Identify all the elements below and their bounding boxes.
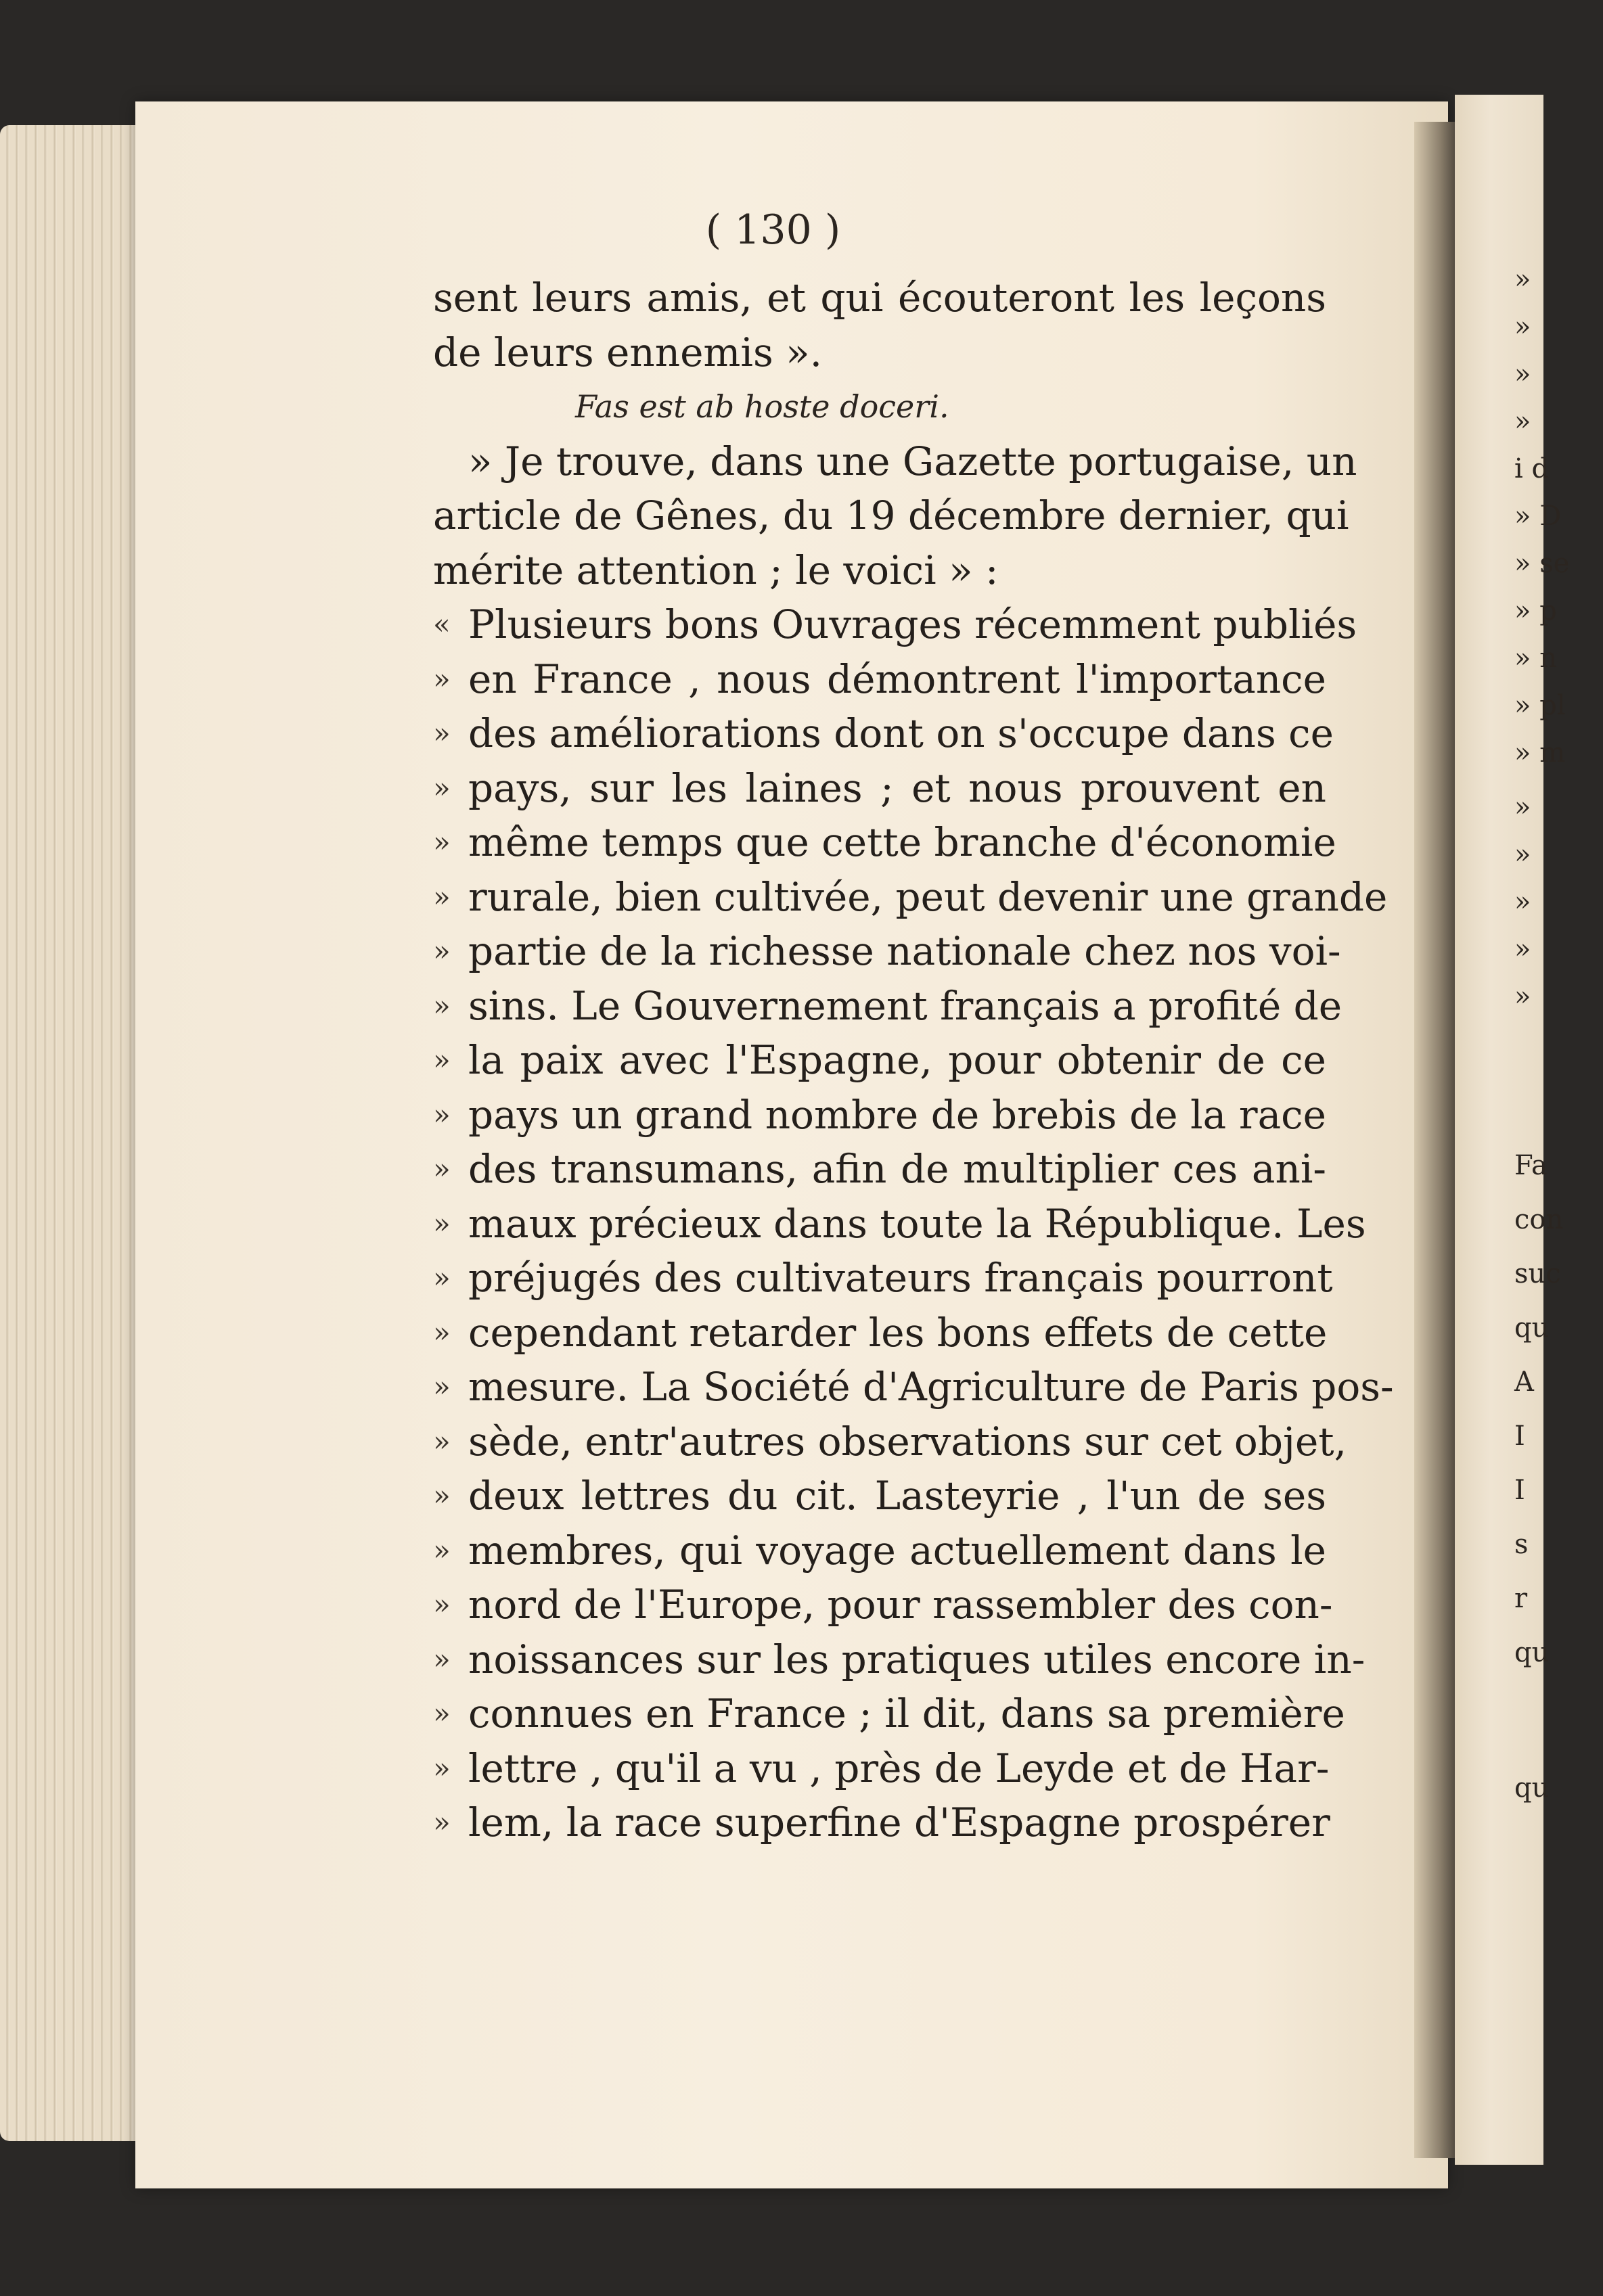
quote-mark: » [433, 1261, 451, 1294]
quoted-line [433, 1033, 1326, 1088]
quoted-line [433, 1741, 1330, 1796]
quote-mark: » [433, 1806, 451, 1839]
quoted-line [433, 597, 1357, 652]
next-page-fragment: con [1514, 1204, 1564, 1235]
quote-mark: » [433, 1206, 451, 1240]
next-page-fragment: I [1514, 1421, 1525, 1452]
next-page-fragment: qu [1514, 1637, 1550, 1668]
quoted-line [433, 1306, 1326, 1360]
quoted-line [433, 1523, 1326, 1578]
quoted-line [433, 1142, 1326, 1197]
quote-mark: » [433, 1697, 451, 1730]
text-line: article de Gênes, du 19 décembre dernier, qui [433, 492, 1349, 538]
quoted-line [433, 1686, 1345, 1741]
page-text [433, 271, 1394, 1850]
quoted-text: connues en France ; il dit, dans sa première [468, 1691, 1345, 1737]
next-page-fragment: i d [1514, 453, 1550, 484]
quote-mark: » [433, 716, 451, 750]
quote-mark: » [433, 1043, 451, 1076]
quoted-text: nord de l'Europe, pour rassembler des con- [468, 1582, 1333, 1628]
quoted-block [433, 597, 1394, 1850]
quote-mark: » [433, 1751, 451, 1785]
quoted-line [433, 652, 1326, 707]
quote-mark: » [433, 1642, 451, 1676]
quoted-text: la paix avec l'Espagne, pour obtenir de ce [468, 1037, 1326, 1083]
next-page-fragment: qu [1514, 1312, 1550, 1344]
next-page-fragment: » n [1514, 643, 1557, 674]
quoted-line [433, 1632, 1365, 1687]
next-page-fragment: » [1514, 791, 1531, 823]
quoted-text: maux précieux dans toute la République. Les [468, 1200, 1366, 1247]
next-page-fragment: r [1514, 1583, 1528, 1614]
quoted-line [433, 979, 1342, 1034]
quoted-line [433, 1795, 1330, 1850]
next-page-fragment: » se [1514, 548, 1570, 579]
quoted-line [433, 815, 1336, 870]
quoted-text: noissances sur les pratiques utiles encore in- [468, 1636, 1365, 1682]
next-page-fragment: Fa [1514, 1150, 1548, 1181]
text-line: sent leurs amis, et qui écouteront les leçons [433, 275, 1326, 321]
quoted-text: deux lettres du cit. Lasteyrie , l'un de ses [468, 1473, 1326, 1519]
next-page-fragment: » [1514, 886, 1531, 917]
next-page-fragment: » p [1514, 595, 1557, 626]
quoted-text: membres, qui voyage actuellement dans le [468, 1527, 1326, 1574]
quoted-text: des améliorations dont on s'occupe dans ce [468, 710, 1334, 756]
text-line: de leurs ennemis ». [433, 329, 823, 375]
quoted-text: partie de la richesse nationale chez nos voi- [468, 928, 1341, 974]
next-page-fragment: » [1514, 981, 1531, 1012]
quoted-text: lem, la race superfine d'Espagne prospérer [468, 1799, 1330, 1845]
quote-mark: » [433, 1424, 451, 1458]
page-number: ( 130 ) [705, 206, 841, 254]
quote-mark: » [433, 1479, 451, 1512]
quoted-text: Plusieurs bons Ouvrages récemment publiés [468, 601, 1357, 647]
quoted-text: préjugés des cultivateurs français pourront [468, 1255, 1333, 1301]
quote-mark: » [433, 1315, 451, 1349]
quoted-text: sède, entr'autres observations sur cet objet, [468, 1418, 1347, 1465]
quoted-text: cependant retarder les bons effets de cette [468, 1309, 1328, 1356]
text-line: » Je trouve, dans une Gazette portugaise, un [468, 438, 1357, 484]
quoted-text: lettre , qu'il a vu , près de Leyde et de Har- [468, 1745, 1330, 1791]
next-page-edge [1455, 95, 1570, 2165]
quote-mark: » [433, 1533, 451, 1567]
quote-mark: » [433, 662, 451, 695]
quoted-text: mesure. La Société d'Agriculture de Paris pos- [468, 1364, 1394, 1410]
quoted-line [433, 706, 1334, 761]
next-page-fragment: s [1514, 1529, 1529, 1560]
quote-mark: » [433, 1588, 451, 1621]
next-page-fragment: suc [1514, 1258, 1561, 1289]
quote-mark: » [433, 934, 451, 967]
quote-mark: » [433, 825, 451, 858]
quote-mark: » [433, 1370, 451, 1403]
quoted-line [433, 1578, 1333, 1632]
latin-quote: Fas est ab hoste doceri. [575, 388, 949, 425]
next-page-fragment: » [1514, 311, 1531, 342]
next-page-fragment: » [1514, 934, 1531, 965]
quoted-line [433, 761, 1326, 816]
quote-mark: » [433, 1152, 451, 1185]
quoted-text: même temps que cette branche d'économie [468, 819, 1336, 865]
quote-mark: » [433, 771, 451, 804]
next-page-fragment: » [1514, 264, 1531, 295]
quoted-line [433, 1360, 1394, 1415]
quote-mark: » [433, 879, 451, 913]
quoted-line [433, 870, 1388, 925]
quoted-line [433, 1415, 1347, 1469]
quoted-text: pays un grand nombre de brebis de la race [468, 1091, 1326, 1138]
text-line: mérite attention ; le voici » : [433, 547, 999, 593]
quote-mark: » [433, 1097, 451, 1131]
next-page-fragment: I [1514, 1475, 1525, 1506]
next-page-fragment: » pl [1514, 690, 1566, 721]
next-page-fragment: » D [1514, 501, 1562, 532]
quoted-line [433, 1197, 1366, 1252]
quoted-text: pays, sur les laines ; et nous prouvent en [468, 764, 1326, 811]
quote-mark: » [433, 988, 451, 1022]
quoted-text: des transumans, afin de multiplier ces ani- [468, 1146, 1326, 1192]
quoted-line [433, 1469, 1326, 1523]
quoted-text: sins. Le Gouvernement français a profité de [468, 982, 1342, 1029]
next-page-fragment: » [1514, 839, 1531, 870]
quoted-text: rurale, bien cultivée, peut devenir une grande [468, 873, 1388, 920]
next-page-fragment: » m [1514, 737, 1566, 768]
next-page-fragment: qu [1514, 1772, 1550, 1804]
quoted-line [433, 1088, 1326, 1143]
next-page-fragment: » [1514, 406, 1531, 437]
quoted-line [433, 924, 1341, 979]
quoted-line [433, 1251, 1333, 1306]
quoted-text: en France , nous démontrent l'importance [468, 656, 1326, 702]
next-page-fragment: A [1514, 1367, 1534, 1398]
quote-mark: « [433, 607, 451, 641]
next-page-fragment: » [1514, 359, 1531, 390]
